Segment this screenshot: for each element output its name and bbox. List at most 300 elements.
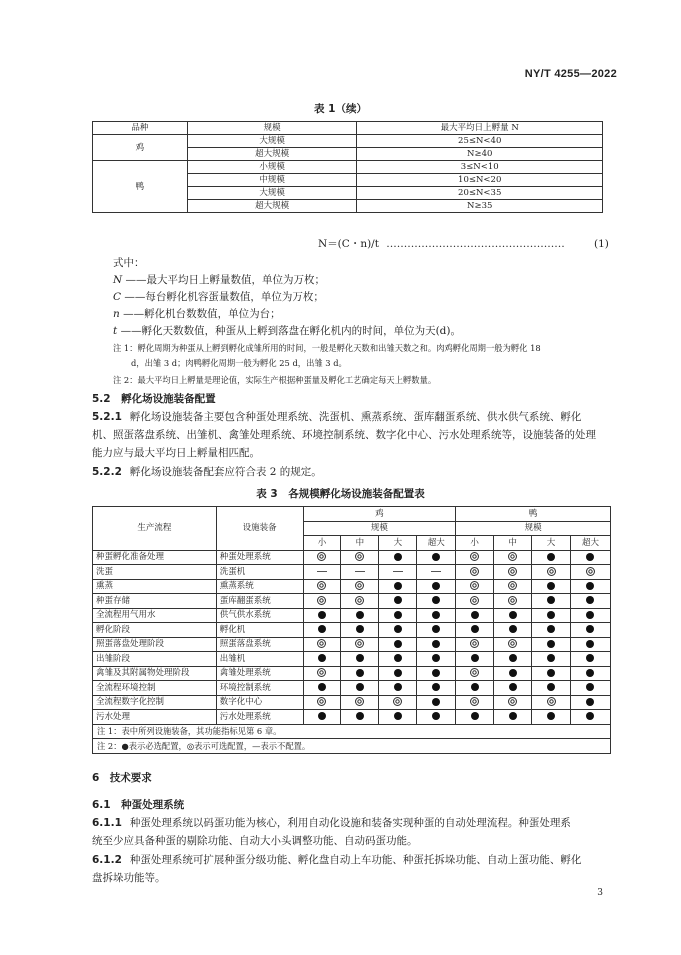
not-configured-mark bbox=[431, 571, 441, 572]
note2: 注 2：最大平均日上孵量是理论值，实际生产根据种蛋量及孵化工艺确定每天上孵数量。 bbox=[113, 375, 437, 385]
config-cell-required bbox=[532, 550, 571, 565]
process-cell: 洗蛋 bbox=[93, 565, 217, 580]
var-symbol: t bbox=[113, 325, 118, 337]
config-cell-required bbox=[532, 608, 571, 623]
formula bbox=[318, 237, 609, 252]
config-cell-required bbox=[570, 637, 610, 652]
config-cell-required bbox=[417, 623, 456, 638]
optional-config-mark bbox=[470, 639, 479, 648]
process-cell: 全流程环境控制 bbox=[93, 681, 217, 696]
config-cell-required bbox=[303, 710, 341, 725]
required-config-mark bbox=[356, 654, 364, 662]
config-cell-required bbox=[570, 594, 610, 609]
scale-small: 小 bbox=[303, 536, 341, 551]
required-config-mark bbox=[432, 596, 440, 604]
table-row bbox=[93, 161, 603, 174]
para-6-1-2-line1 bbox=[92, 853, 581, 868]
scale-small: 小 bbox=[456, 536, 494, 551]
equipment-cell: 出雏机 bbox=[216, 652, 303, 667]
required-config-mark bbox=[547, 640, 555, 648]
optional-config-mark bbox=[317, 668, 326, 677]
species-cell: 鸭 bbox=[93, 161, 188, 213]
config-cell-optional bbox=[494, 550, 532, 565]
para-6-1-1-line1 bbox=[92, 816, 571, 831]
config-cell-required bbox=[341, 710, 379, 725]
process-cell: 孵化阶段 bbox=[93, 623, 217, 638]
optional-config-mark bbox=[317, 596, 326, 605]
equipment-cell: 孵化机 bbox=[216, 623, 303, 638]
para-5-2-1-line1 bbox=[92, 410, 581, 425]
config-cell-required bbox=[456, 608, 494, 623]
optional-config-mark bbox=[508, 581, 517, 590]
scale-cell: 大规模 bbox=[187, 135, 357, 148]
table1-caption: 表 1（续） bbox=[314, 103, 367, 115]
process-cell: 照蛋落盘处理阶段 bbox=[93, 637, 217, 652]
required-config-mark bbox=[394, 654, 402, 662]
config-cell-required bbox=[417, 695, 456, 710]
table-row bbox=[93, 681, 611, 696]
header-process: 生产流程 bbox=[93, 507, 217, 551]
config-cell-required bbox=[456, 623, 494, 638]
config-cell-optional bbox=[494, 637, 532, 652]
scale-cell: 大规模 bbox=[187, 187, 357, 200]
scale-large: 大 bbox=[532, 536, 571, 551]
table-row bbox=[93, 135, 603, 148]
config-cell-required bbox=[341, 652, 379, 667]
config-cell-required bbox=[379, 623, 417, 638]
config-cell-required bbox=[532, 666, 571, 681]
config-cell-optional bbox=[303, 550, 341, 565]
config-cell-optional bbox=[456, 594, 494, 609]
required-config-mark bbox=[509, 669, 517, 677]
table3-header-row bbox=[93, 507, 611, 522]
required-config-mark bbox=[471, 712, 479, 720]
config-cell-required bbox=[532, 579, 571, 594]
required-config-mark bbox=[586, 669, 594, 677]
required-config-mark bbox=[394, 596, 402, 604]
required-config-mark bbox=[547, 712, 555, 720]
required-config-mark bbox=[318, 654, 326, 662]
config-cell-required bbox=[570, 608, 610, 623]
equipment-cell: 照蛋落盘系统 bbox=[216, 637, 303, 652]
required-config-mark bbox=[586, 611, 594, 619]
required-config-mark bbox=[547, 553, 555, 561]
optional-config-mark bbox=[470, 697, 479, 706]
formula-number: (1) bbox=[594, 238, 609, 250]
range-cell: N≥40 bbox=[357, 148, 603, 161]
required-config-mark bbox=[547, 611, 555, 619]
table-row bbox=[93, 550, 611, 565]
equipment-cell: 环境控制系统 bbox=[216, 681, 303, 696]
equipment-cell: 数字化中心 bbox=[216, 695, 303, 710]
optional-config-mark bbox=[508, 596, 517, 605]
required-config-mark bbox=[547, 654, 555, 662]
header-duck: 鸭 bbox=[456, 507, 611, 522]
required-config-mark bbox=[356, 669, 364, 677]
clause-number: 6.1.2 bbox=[92, 854, 122, 866]
table3 bbox=[92, 506, 611, 754]
para-text: 种蛋处理系统可扩展种蛋分级功能、孵化盘自动上车功能、种蛋托拆垛功能、自动上蛋功能、孵化 bbox=[129, 854, 582, 866]
config-cell-required bbox=[570, 681, 610, 696]
optional-config-mark bbox=[355, 639, 364, 648]
config-cell-required bbox=[494, 666, 532, 681]
required-config-mark bbox=[586, 582, 594, 590]
range-cell: 10≤N<20 bbox=[357, 174, 603, 187]
config-cell-required bbox=[303, 652, 341, 667]
required-config-mark bbox=[394, 582, 402, 590]
process-cell: 全流程用气用水 bbox=[93, 608, 217, 623]
config-cell-required bbox=[379, 652, 417, 667]
config-cell-required bbox=[570, 623, 610, 638]
config-cell-optional bbox=[456, 565, 494, 580]
not-configured-mark bbox=[317, 571, 327, 572]
optional-config-mark bbox=[508, 639, 517, 648]
required-config-mark bbox=[432, 625, 440, 633]
required-config-mark bbox=[394, 625, 402, 633]
required-config-mark bbox=[586, 640, 594, 648]
process-cell: 熏蒸 bbox=[93, 579, 217, 594]
optional-config-mark bbox=[586, 567, 595, 576]
header-chicken: 鸡 bbox=[303, 507, 456, 522]
required-config-mark bbox=[509, 625, 517, 633]
required-config-mark bbox=[586, 698, 594, 706]
optional-config-mark bbox=[508, 567, 517, 576]
config-cell-required bbox=[456, 652, 494, 667]
scale-large: 大 bbox=[379, 536, 417, 551]
required-config-mark bbox=[509, 712, 517, 720]
optional-config-mark bbox=[317, 552, 326, 561]
config-cell-required bbox=[417, 652, 456, 667]
config-cell-optional bbox=[341, 695, 379, 710]
required-config-mark bbox=[394, 553, 402, 561]
config-cell-required bbox=[379, 637, 417, 652]
header-scale: 规模 bbox=[456, 521, 611, 536]
required-config-mark bbox=[509, 611, 517, 619]
var-symbol: n bbox=[113, 308, 120, 320]
equipment-cell: 禽雏处理系统 bbox=[216, 666, 303, 681]
config-cell-optional bbox=[456, 550, 494, 565]
required-config-mark bbox=[432, 654, 440, 662]
table3-note-row bbox=[93, 739, 611, 754]
note1-line1: 注 1：孵化周期为种蛋从上孵到孵化成雏所用的时间，一般是孵化天数和出雏天数之和。肉鸡孵化周期一般为孵化 18 bbox=[113, 343, 541, 353]
config-cell-required bbox=[379, 666, 417, 681]
config-cell-required bbox=[570, 652, 610, 667]
table-row bbox=[93, 565, 611, 580]
note1-line2: d，出雏 3 d；肉鸭孵化周期一般为孵化 25 d，出雏 3 d。 bbox=[131, 358, 347, 368]
var-def-t bbox=[113, 324, 461, 339]
table-row bbox=[93, 666, 611, 681]
optional-config-mark bbox=[355, 697, 364, 706]
config-cell-required bbox=[379, 594, 417, 609]
config-cell-required bbox=[417, 579, 456, 594]
config-cell-required bbox=[570, 710, 610, 725]
config-cell-required bbox=[341, 623, 379, 638]
required-config-mark bbox=[432, 698, 440, 706]
scale-xlarge: 超大 bbox=[417, 536, 456, 551]
config-cell-optional bbox=[303, 695, 341, 710]
scale-xlarge: 超大 bbox=[570, 536, 610, 551]
required-config-mark bbox=[394, 683, 402, 691]
table-row bbox=[93, 608, 611, 623]
range-cell: 25≤N<40 bbox=[357, 135, 603, 148]
config-cell-required bbox=[494, 623, 532, 638]
section-5-2-title: 5.2 孵化场设施装备配置 bbox=[92, 393, 216, 405]
section-6-title: 6 技术要求 bbox=[92, 772, 152, 784]
section-6-1-title: 6.1 种蛋处理系统 bbox=[92, 799, 185, 811]
required-config-mark bbox=[509, 654, 517, 662]
config-cell-required bbox=[570, 550, 610, 565]
config-cell-required bbox=[494, 608, 532, 623]
config-cell-optional bbox=[341, 550, 379, 565]
para-text: 孵化场设施装备配套应符合表 2 的规定。 bbox=[129, 466, 322, 478]
config-cell-optional bbox=[341, 594, 379, 609]
config-cell-optional bbox=[494, 565, 532, 580]
config-cell-required bbox=[532, 637, 571, 652]
config-cell-optional bbox=[494, 594, 532, 609]
config-cell-optional bbox=[494, 579, 532, 594]
equipment-cell: 熏蒸系统 bbox=[216, 579, 303, 594]
config-cell-required bbox=[494, 710, 532, 725]
config-cell-optional bbox=[303, 637, 341, 652]
config-cell-required bbox=[417, 666, 456, 681]
equipment-cell: 洗蛋机 bbox=[216, 565, 303, 580]
config-cell-required bbox=[417, 608, 456, 623]
required-config-mark bbox=[318, 611, 326, 619]
required-config-mark bbox=[586, 553, 594, 561]
required-config-mark bbox=[432, 640, 440, 648]
optional-config-mark bbox=[470, 581, 479, 590]
config-cell-required bbox=[570, 695, 610, 710]
optional-config-mark bbox=[355, 581, 364, 590]
table-row bbox=[93, 637, 611, 652]
required-config-mark bbox=[394, 640, 402, 648]
config-cell-required bbox=[379, 608, 417, 623]
optional-config-mark bbox=[470, 552, 479, 561]
config-cell-required bbox=[494, 681, 532, 696]
species-cell: 鸡 bbox=[93, 135, 188, 161]
process-cell: 出雏阶段 bbox=[93, 652, 217, 667]
required-config-mark bbox=[356, 683, 364, 691]
optional-config-mark bbox=[547, 697, 556, 706]
clause-number: 5.2.2 bbox=[92, 466, 122, 478]
required-config-mark bbox=[394, 611, 402, 619]
optional-config-mark bbox=[317, 581, 326, 590]
required-config-mark bbox=[547, 669, 555, 677]
required-config-mark bbox=[586, 683, 594, 691]
equipment-cell: 污水处理系统 bbox=[216, 710, 303, 725]
scale-cell: 小规模 bbox=[187, 161, 357, 174]
table3-caption: 表 3 各规模孵化场设施装备配置表 bbox=[256, 488, 425, 500]
required-config-mark bbox=[471, 611, 479, 619]
table1-header: 最大平均日上孵量 N bbox=[357, 122, 603, 135]
config-cell-none bbox=[341, 565, 379, 580]
optional-config-mark bbox=[547, 567, 556, 576]
scale-cell: 超大规模 bbox=[187, 200, 357, 213]
var-symbol: C bbox=[113, 291, 122, 303]
required-config-mark bbox=[432, 683, 440, 691]
required-config-mark bbox=[356, 625, 364, 633]
formula-expression: N＝(C・n)/t bbox=[318, 238, 379, 250]
process-cell: 种蛋孵化准备处理 bbox=[93, 550, 217, 565]
config-cell-required bbox=[417, 550, 456, 565]
required-config-mark bbox=[471, 625, 479, 633]
required-config-mark bbox=[509, 683, 517, 691]
config-cell-required bbox=[532, 623, 571, 638]
required-config-mark bbox=[394, 712, 402, 720]
config-cell-required bbox=[341, 681, 379, 696]
table-row bbox=[93, 623, 611, 638]
config-cell-required bbox=[570, 666, 610, 681]
config-cell-required bbox=[532, 681, 571, 696]
not-configured-mark bbox=[355, 571, 365, 572]
optional-config-mark bbox=[355, 596, 364, 605]
var-symbol: N bbox=[113, 274, 123, 286]
process-cell: 禽雏及其附属物处理阶段 bbox=[93, 666, 217, 681]
required-config-mark bbox=[432, 712, 440, 720]
config-cell-optional bbox=[341, 579, 379, 594]
config-cell-required bbox=[303, 681, 341, 696]
config-cell-required bbox=[532, 594, 571, 609]
para-5-2-1-line2: 机、照蛋落盘系统、出雏机、禽雏处理系统、环境控制系统、数字化中心、污水处理系统等，设施装备的处理 bbox=[92, 429, 596, 441]
table-row bbox=[93, 710, 611, 725]
config-cell-optional bbox=[303, 579, 341, 594]
table-row bbox=[93, 579, 611, 594]
para-6-1-2-line2: 盘拆垛功能等。 bbox=[92, 872, 166, 884]
range-cell: N≥35 bbox=[357, 200, 603, 213]
config-cell-none bbox=[303, 565, 341, 580]
config-cell-required bbox=[417, 594, 456, 609]
required-config-mark bbox=[586, 596, 594, 604]
optional-config-mark bbox=[508, 552, 517, 561]
config-cell-required bbox=[417, 681, 456, 696]
config-cell-optional bbox=[456, 695, 494, 710]
range-cell: 20≤N<35 bbox=[357, 187, 603, 200]
equipment-cell: 供气供水系统 bbox=[216, 608, 303, 623]
required-config-mark bbox=[318, 712, 326, 720]
table-row bbox=[93, 652, 611, 667]
required-config-mark bbox=[471, 683, 479, 691]
config-cell-optional bbox=[532, 695, 571, 710]
standard-code: NY/T 4255—2022 bbox=[524, 68, 617, 80]
required-config-mark bbox=[547, 683, 555, 691]
header-equipment: 设施装备 bbox=[216, 507, 303, 551]
config-cell-optional bbox=[532, 565, 571, 580]
required-config-mark bbox=[356, 611, 364, 619]
range-cell: 3≤N<10 bbox=[357, 161, 603, 174]
where-intro: 式中： bbox=[113, 257, 145, 269]
var-def-n bbox=[113, 307, 281, 322]
para-5-2-2 bbox=[92, 465, 322, 480]
config-cell-optional bbox=[570, 565, 610, 580]
optional-config-mark bbox=[508, 697, 517, 706]
required-config-mark bbox=[318, 625, 326, 633]
config-cell-optional bbox=[303, 594, 341, 609]
required-config-mark bbox=[471, 654, 479, 662]
var-def-n-max bbox=[113, 273, 325, 288]
scale-cell: 中规模 bbox=[187, 174, 357, 187]
config-cell-required bbox=[456, 710, 494, 725]
config-cell-optional bbox=[379, 695, 417, 710]
var-def-c bbox=[113, 290, 324, 305]
process-cell: 种蛋存储 bbox=[93, 594, 217, 609]
required-config-mark bbox=[547, 596, 555, 604]
scale-cell: 超大规模 bbox=[187, 148, 357, 161]
optional-config-mark bbox=[470, 596, 479, 605]
config-cell-required bbox=[379, 579, 417, 594]
config-cell-required bbox=[341, 608, 379, 623]
page-number: 3 bbox=[597, 888, 603, 898]
config-cell-required bbox=[303, 623, 341, 638]
var-desc: ——孵化天数数值，种蛋从上孵到落盘在孵化机内的时间，单位为天(d)。 bbox=[120, 325, 461, 337]
optional-config-mark bbox=[355, 552, 364, 561]
var-desc: ——孵化机台数数值，单位为台； bbox=[123, 308, 281, 320]
table3-note1: 注 1：表中所列设施装备，其功能指标见第 6 章。 bbox=[93, 724, 611, 739]
required-config-mark bbox=[432, 582, 440, 590]
process-cell: 全流程数字化控制 bbox=[93, 695, 217, 710]
table1 bbox=[92, 121, 603, 213]
config-cell-required bbox=[379, 681, 417, 696]
clause-number: 6.1.1 bbox=[92, 817, 122, 829]
config-cell-required bbox=[379, 710, 417, 725]
optional-config-mark bbox=[393, 697, 402, 706]
scale-medium: 中 bbox=[341, 536, 379, 551]
required-config-mark bbox=[586, 712, 594, 720]
required-config-mark bbox=[318, 683, 326, 691]
config-cell-none bbox=[379, 565, 417, 580]
var-desc: ——最大平均日上孵量数值，单位为万枚； bbox=[125, 274, 326, 286]
clause-number: 5.2.1 bbox=[92, 411, 122, 423]
scale-medium: 中 bbox=[494, 536, 532, 551]
optional-config-mark bbox=[317, 697, 326, 706]
var-desc: ——每台孵化机容蛋量数值，单位为万枚； bbox=[124, 291, 324, 303]
config-cell-optional bbox=[341, 637, 379, 652]
table1-header: 品种 bbox=[93, 122, 188, 135]
config-cell-optional bbox=[456, 579, 494, 594]
optional-config-mark bbox=[317, 639, 326, 648]
config-cell-optional bbox=[303, 666, 341, 681]
required-config-mark bbox=[432, 669, 440, 677]
table3-note-row bbox=[93, 724, 611, 739]
required-config-mark bbox=[586, 654, 594, 662]
required-config-mark bbox=[394, 669, 402, 677]
required-config-mark bbox=[356, 712, 364, 720]
table3-note2: 注 2：●表示必选配置，◎表示可选配置，—表示不配置。 bbox=[93, 739, 611, 754]
required-config-mark bbox=[432, 553, 440, 561]
config-cell-required bbox=[341, 666, 379, 681]
config-cell-required bbox=[417, 637, 456, 652]
process-cell: 污水处理 bbox=[93, 710, 217, 725]
config-cell-none bbox=[417, 565, 456, 580]
equipment-cell: 种蛋处理系统 bbox=[216, 550, 303, 565]
config-cell-required bbox=[570, 579, 610, 594]
para-text: 孵化场设施装备主要包含种蛋处理系统、洗蛋机、熏蒸系统、蛋库翻蛋系统、供水供气系统、孵化 bbox=[129, 411, 582, 423]
config-cell-required bbox=[456, 681, 494, 696]
required-config-mark bbox=[586, 625, 594, 633]
required-config-mark bbox=[547, 625, 555, 633]
optional-config-mark bbox=[470, 567, 479, 576]
required-config-mark bbox=[547, 582, 555, 590]
formula-leader-dots: …………………………………………… bbox=[386, 238, 565, 250]
config-cell-required bbox=[303, 608, 341, 623]
header-scale: 规模 bbox=[303, 521, 456, 536]
config-cell-required bbox=[379, 550, 417, 565]
optional-config-mark bbox=[470, 668, 479, 677]
config-cell-required bbox=[417, 710, 456, 725]
not-configured-mark bbox=[393, 571, 403, 572]
config-cell-optional bbox=[456, 637, 494, 652]
para-text: 种蛋处理系统以码蛋功能为核心，利用自动化设施和装备实现种蛋的自动处理流程。种蛋处理系 bbox=[129, 817, 571, 829]
config-cell-required bbox=[532, 710, 571, 725]
